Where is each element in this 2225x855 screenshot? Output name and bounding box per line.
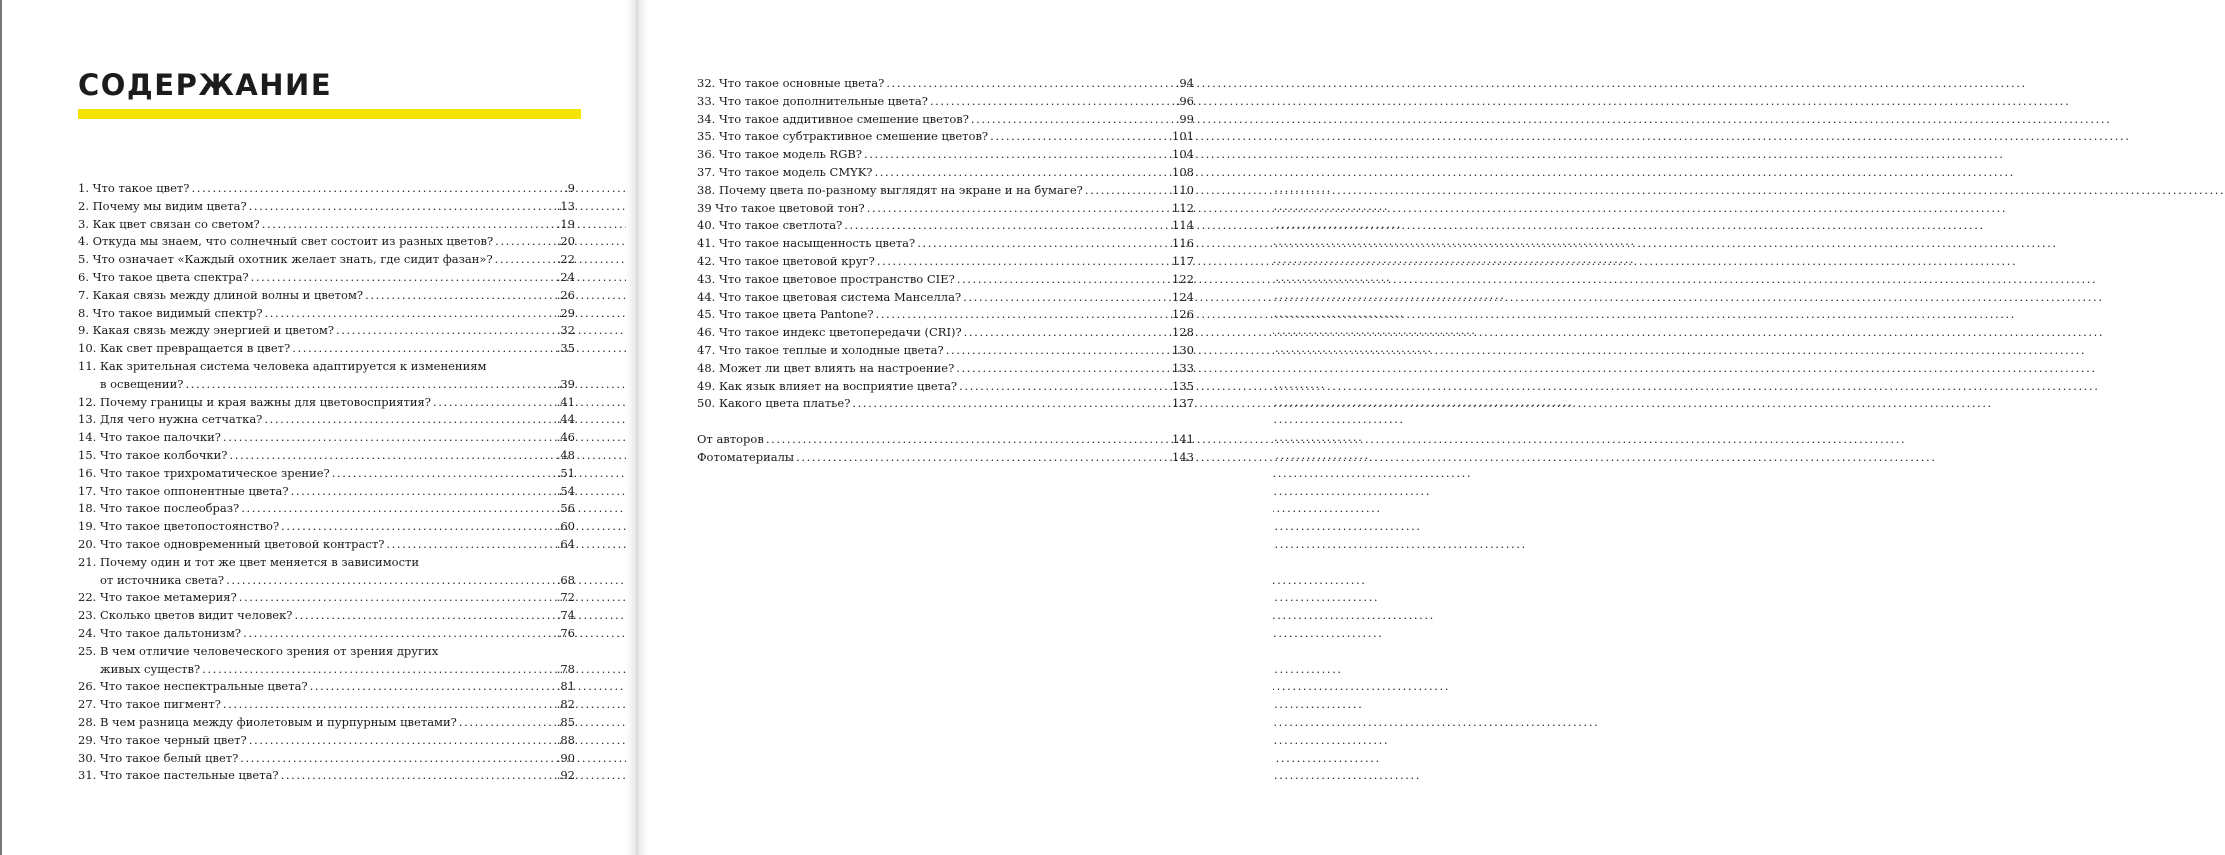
toc-entry[interactable] (78, 251, 575, 269)
toc-entry-label: 3. Как цвет связан со светом? (78, 216, 260, 231)
toc-entry[interactable] (697, 253, 1194, 271)
toc-entry-label: 37. Что такое модель CMYK? (697, 164, 873, 179)
toc-leader-dots (946, 342, 1170, 360)
toc-page-number: 128 (1172, 325, 1194, 340)
toc-entry[interactable] (78, 572, 575, 590)
toc-leader-dots (766, 431, 1170, 449)
toc-leader-dots (185, 376, 554, 394)
toc-leader-dots (386, 536, 554, 554)
toc-page-number: .68 (556, 572, 575, 587)
page-title: СОДЕРЖАНИЕ (78, 68, 333, 102)
toc-leader-dots (292, 340, 554, 358)
toc-entry[interactable] (78, 589, 575, 607)
toc-entry-label: 42. Что такое цветовой круг? (697, 253, 875, 268)
toc-entry[interactable] (78, 305, 575, 323)
toc-leader-dots (294, 607, 554, 625)
toc-leader-dots (864, 146, 1170, 164)
toc-entry-label: 6. Что такое цвета спектра? (78, 269, 249, 284)
toc-entry[interactable] (78, 500, 575, 518)
toc-page-number: .88 (556, 732, 575, 747)
toc-leader-dots (459, 714, 555, 732)
toc-page-number: .48 (556, 447, 575, 462)
toc-entry-label: 32. Что такое основные цвета? (697, 76, 885, 90)
toc-page-number: .29 (556, 305, 575, 320)
toc-leader-dots (223, 429, 555, 447)
toc-leader-dots (971, 111, 1174, 129)
toc-page-number: .85 (556, 714, 575, 729)
toc-leader-dots (886, 75, 1173, 93)
toc-page-number: 137 (1172, 396, 1194, 411)
toc-page-number: .46 (556, 430, 575, 445)
toc-entry-label: 1. Что такое цвет? (78, 181, 190, 195)
toc-entry[interactable] (78, 465, 575, 483)
toc-leader-dots (281, 767, 555, 785)
toc-entry-label: 40. Что такое светлота? (697, 218, 843, 233)
toc-entry[interactable] (78, 483, 575, 501)
toc-leader-dots (240, 750, 554, 768)
toc-leader-dots (281, 518, 555, 536)
toc-entry[interactable] (697, 306, 1194, 324)
toc-leader-dots (852, 395, 1170, 413)
toc-entry[interactable] (78, 607, 575, 625)
toc-entry[interactable] (78, 376, 575, 394)
toc-entry[interactable] (78, 750, 575, 768)
toc-page-number: .78 (556, 661, 575, 676)
toc-page-number: .81 (556, 679, 575, 694)
toc-leader-dots (226, 572, 555, 590)
toc-leader-dots (249, 732, 555, 750)
toc-page-number: 133 (1172, 360, 1194, 375)
toc-leader-dots (963, 289, 1170, 307)
toc-entry-label: 36. Что такое модель RGB? (697, 147, 863, 162)
toc-entry[interactable] (78, 447, 575, 465)
toc-leader-dots (239, 589, 555, 607)
toc-leader-dots (917, 235, 1170, 253)
toc-entry[interactable] (697, 200, 1194, 218)
toc-entry[interactable] (78, 216, 575, 234)
toc-page-number: .90 (556, 750, 575, 765)
toc-leader-dots (495, 233, 555, 251)
toc-page-number: .19 (556, 216, 575, 231)
toc-entry[interactable] (78, 340, 575, 358)
toc-chapters-list (697, 75, 1194, 413)
toc-page-number: .99 (1175, 111, 1194, 126)
toc-entry-label: 5. Что означает «Каждый охотник желает знать, где сидит фазан»? (78, 252, 493, 267)
right-page (636, 0, 1273, 855)
toc-entry[interactable] (697, 342, 1194, 360)
toc-leader-dots (495, 251, 555, 269)
toc-page-number: .20 (556, 234, 575, 249)
toc-leader-dots (265, 305, 555, 323)
toc-entry[interactable] (697, 324, 1194, 342)
toc-page-number: .51 (556, 465, 575, 480)
toc-leader-dots (336, 322, 555, 340)
toc-page-number: .82 (556, 697, 575, 712)
left-page (0, 0, 636, 855)
toc-entry-label: в освещении? (100, 376, 184, 391)
toc-page-number: 110 (1172, 182, 1194, 197)
toc-entry-label: 14. Что такое палочки? (78, 430, 221, 445)
toc-entry-label: 9. Какая связь между энергией и цветом? (78, 323, 335, 338)
toc-entry[interactable] (78, 233, 575, 251)
toc-entry-label: 22. Что такое метамерия? (78, 590, 237, 605)
toc-page-number: 114 (1172, 218, 1194, 233)
toc-entry[interactable] (78, 322, 575, 340)
toc-leader-dots (202, 661, 555, 679)
toc-page-number: .54 (556, 483, 575, 498)
toc-spacer (697, 413, 1194, 431)
toc-page-number: .56 (556, 501, 575, 516)
toc-page-number: 141 (1172, 431, 1194, 446)
toc-leader-dots (291, 483, 555, 501)
toc-leader-dots (930, 93, 1174, 111)
toc-leader-dots (365, 287, 555, 305)
toc-entry[interactable] (78, 678, 575, 696)
toc-leader-dots (956, 360, 1170, 378)
toc-page-number: .39 (556, 376, 575, 391)
toc-entry[interactable] (78, 714, 575, 732)
toc-entry-label: 30. Что такое белый цвет? (78, 750, 239, 765)
toc-entry[interactable] (697, 431, 1194, 449)
toc-entry[interactable] (78, 180, 575, 198)
toc-entry-label: 46. Что такое индекс цветопередачи (CRI)? (697, 325, 962, 340)
toc-entry-label: 48. Может ли цвет влиять на настроение? (697, 360, 955, 375)
toc-leader-dots (251, 269, 555, 287)
toc-entry-label: 28. В чем разница между фиолетовым и пурпурным цветами? (78, 714, 457, 729)
toc-entry-label: 38. Почему цвета по-разному выглядят на экране и на бумаге? (697, 182, 1083, 197)
toc-leader-dots (241, 500, 554, 518)
toc-entry-label: 39 Что такое цветовой тон? (697, 200, 865, 215)
toc-entry[interactable] (78, 198, 575, 216)
toc-leader-dots (332, 465, 555, 483)
toc-entry-label: 2. Почему мы видим цвета? (78, 198, 247, 213)
toc-page-number: 122 (1172, 271, 1194, 286)
toc-page-number: .96 (1175, 93, 1194, 108)
toc-entry-label: живых существ? (100, 661, 201, 676)
toc-page-number: .74 (556, 608, 575, 623)
toc-leader-dots (191, 180, 562, 198)
toc-entry-label: 47. Что такое теплые и холодные цвета? (697, 342, 944, 357)
toc-entry[interactable] (78, 287, 575, 305)
toc-entry-label: Фотоматериалы (697, 449, 795, 464)
toc-page-number: .35 (556, 341, 575, 356)
toc-leader-dots (844, 217, 1170, 235)
toc-page-number: .9 (564, 181, 575, 195)
toc-entry[interactable] (697, 111, 1194, 129)
toc-entry-label: 15. Что такое колбочки? (78, 447, 228, 462)
toc-entry-label-line: 21. Почему один и тот же цвет меняется в зависимости (78, 554, 420, 569)
toc-entry[interactable] (697, 449, 1194, 467)
toc-page-number: .13 (556, 198, 575, 213)
toc-entry[interactable] (697, 360, 1194, 378)
toc-entry[interactable] (78, 625, 575, 643)
toc-entry-label: 17. Что такое оппонентные цвета? (78, 483, 289, 498)
book-gutter (626, 0, 648, 855)
toc-entry-label: 29. Что такое черный цвет? (78, 732, 247, 747)
toc-page-number: .76 (556, 625, 575, 640)
toc-leader-dots (876, 306, 1171, 324)
toc-left-column (78, 180, 575, 785)
toc-entry-label: 44. Что такое цветовая система Манселла? (697, 289, 962, 304)
toc-entry-label: 4. Откуда мы знаем, что солнечный свет состоит из разных цветов? (78, 234, 494, 249)
toc-entry[interactable] (78, 518, 575, 536)
toc-page-number: .22 (556, 252, 575, 267)
toc-entry-label: 18. Что такое послеобраз? (78, 501, 240, 516)
toc-entry[interactable] (78, 732, 575, 750)
toc-leader-dots (964, 324, 1170, 342)
toc-entry-label: 26. Что такое неспектральные цвета? (78, 679, 308, 694)
toc-page-number: .41 (556, 394, 575, 409)
toc-entry[interactable] (78, 394, 575, 412)
toc-entry[interactable] (78, 661, 575, 679)
toc-entry-label: 35. Что такое субтрактивное смешение цветов? (697, 129, 989, 144)
toc-entry-label: от источника света? (100, 572, 225, 587)
toc-entry[interactable] (78, 536, 575, 554)
toc-leader-dots (1085, 182, 1170, 200)
toc-entry-label: 8. Что такое видимый спектр? (78, 305, 263, 320)
toc-entry[interactable] (78, 411, 575, 429)
toc-leader-dots (867, 200, 1170, 218)
toc-page-number: .64 (556, 536, 575, 551)
toc-entry-label-line: 11. Как зрительная система человека адаптируется к изменениям (78, 358, 487, 373)
toc-page-number: 101 (1172, 129, 1194, 144)
toc-leader-dots (796, 449, 1170, 467)
toc-entry-label: 49. Как язык влияет на восприятие цвета? (697, 378, 958, 393)
toc-entry-label: 34. Что такое аддитивное смешение цветов? (697, 111, 969, 126)
toc-entry[interactable] (697, 289, 1194, 307)
toc-leader-dots (249, 198, 555, 216)
toc-entry-label: 50. Какого цвета платье? (697, 396, 851, 411)
toc-page-number: .24 (556, 269, 575, 284)
toc-back-matter-list (697, 431, 1194, 467)
toc-leader-dots (877, 253, 1170, 271)
toc-entry[interactable] (78, 429, 575, 447)
toc-page-number: 126 (1172, 307, 1194, 322)
toc-page-number: 108 (1172, 164, 1194, 179)
toc-page-number: .44 (556, 412, 575, 427)
toc-entry[interactable] (697, 235, 1194, 253)
toc-page-number: 104 (1172, 147, 1194, 162)
toc-page-number: 143 (1172, 449, 1194, 464)
toc-page-number: .72 (556, 590, 575, 605)
toc-entry-label: 20. Что такое одновременный цветовой контраст? (78, 536, 385, 551)
toc-page-number: 135 (1172, 378, 1194, 393)
toc-leader-dots (243, 625, 555, 643)
toc-entry-label: 23. Сколько цветов видит человек? (78, 608, 293, 623)
toc-entry[interactable] (697, 75, 1194, 93)
toc-page-number: .26 (556, 287, 575, 302)
toc-page-number: .60 (556, 519, 575, 534)
toc-leader-dots (264, 411, 554, 429)
toc-entry[interactable] (78, 696, 575, 714)
toc-entry-label: 43. Что такое цветовое пространство CIE? (697, 271, 955, 286)
toc-entry[interactable] (697, 93, 1194, 111)
toc-leader-dots (433, 394, 555, 412)
toc-page-number: 117 (1172, 253, 1194, 268)
toc-leader-dots (310, 678, 555, 696)
toc-entry[interactable] (697, 182, 1194, 200)
toc-entry-label: 7. Какая связь между длиной волны и цветом? (78, 287, 364, 302)
toc-entry-label-line: 25. В чем отличие человеческого зрения от зрения других (78, 643, 439, 658)
title-underline-bar (78, 109, 581, 119)
toc-entry[interactable] (697, 271, 1194, 289)
toc-entry[interactable] (78, 767, 575, 785)
toc-entry-label: 16. Что такое трихроматическое зрение? (78, 465, 330, 480)
toc-leader-dots (874, 164, 1170, 182)
toc-page-number: 124 (1172, 289, 1194, 304)
toc-leader-dots (229, 447, 554, 465)
toc-entry-label: 12. Почему границы и края важны для цветовосприятия? (78, 394, 431, 409)
toc-leader-dots (957, 271, 1170, 289)
toc-entry-label: 41. Что такое насыщенность цвета? (697, 236, 916, 251)
toc-entry-label: 19. Что такое цветопостоянство? (78, 519, 280, 534)
toc-entry-label: 27. Что такое пигмент? (78, 697, 221, 712)
toc-leader-dots (959, 378, 1170, 396)
toc-entry-label: 10. Как свет превращается в цвет? (78, 341, 291, 356)
toc-entry-label: 24. Что такое дальтонизм? (78, 625, 242, 640)
toc-page-number: .94 (1175, 76, 1194, 90)
toc-page-number: 130 (1172, 342, 1194, 357)
toc-entry[interactable] (697, 395, 1194, 413)
toc-leader-dots (223, 696, 555, 714)
toc-page-number: 112 (1172, 200, 1194, 215)
toc-entry-label: 13. Для чего нужна сетчатка? (78, 412, 263, 427)
toc-right-column (697, 75, 1194, 467)
toc-entry[interactable] (697, 217, 1194, 235)
toc-leader-dots (262, 216, 555, 234)
toc-entry[interactable] (697, 164, 1194, 182)
toc-entry[interactable] (697, 146, 1194, 164)
toc-entry[interactable] (78, 269, 575, 287)
toc-entry[interactable] (697, 378, 1194, 396)
toc-leader-dots (990, 128, 1170, 146)
toc-page-number: .32 (556, 323, 575, 338)
toc-entry-label: 45. Что такое цвета Pantone? (697, 307, 874, 322)
toc-entry-label: 31. Что такое пастельные цвета? (78, 768, 279, 783)
toc-entry-label: 33. Что такое дополнительные цвета? (697, 93, 928, 108)
toc-entry[interactable] (697, 128, 1194, 146)
toc-page-number: .92 (556, 768, 575, 783)
toc-entry-label: От авторов (697, 431, 764, 446)
toc-page-number: 116 (1172, 236, 1194, 251)
